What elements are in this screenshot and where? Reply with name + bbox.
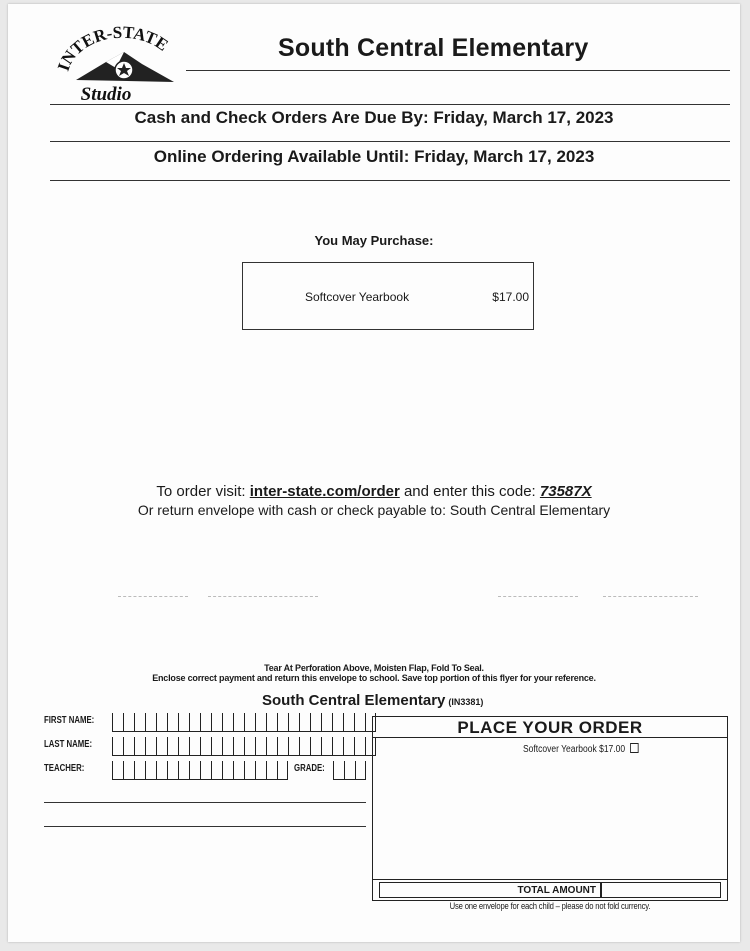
- divider: [50, 104, 730, 105]
- envelope-footer-note: Use one envelope for each child – please do not fold currency.: [449, 901, 651, 911]
- page-title: South Central Elementary: [278, 34, 589, 62]
- school-code: (IN3381): [448, 697, 484, 707]
- perforation-line: [118, 596, 188, 597]
- grade-label: GRADE:: [294, 763, 325, 774]
- purchase-label: You May Purchase:: [314, 233, 434, 248]
- teacher-field[interactable]: [112, 761, 288, 780]
- order-code: 73587X: [539, 483, 592, 500]
- grade-field[interactable]: [333, 761, 366, 780]
- tear-instructions: [8, 663, 740, 683]
- teacher-label: TEACHER:: [44, 763, 85, 774]
- total-amount-field[interactable]: [601, 882, 721, 898]
- code-prefix: and enter this code:: [403, 483, 536, 500]
- perforation-line: [603, 596, 698, 597]
- perforation-line: [208, 596, 318, 597]
- first-name-label: FIRST NAME:: [44, 715, 95, 726]
- cash-check-deadline: Cash and Check Orders Are Due By: Friday, March 17, 2023: [134, 108, 614, 127]
- blank-line: [44, 826, 366, 827]
- return-instructions: Or return envelope with cash or check payable to: South Central Elementary: [137, 502, 611, 518]
- divider: [50, 180, 730, 181]
- logo-studio-text: Studio: [80, 84, 132, 104]
- purchase-item: Softcover Yearbook: [305, 290, 410, 304]
- order-instructions: [8, 483, 740, 500]
- place-order-box: [372, 716, 728, 901]
- order-item-label: Softcover Yearbook: [523, 744, 597, 755]
- order-url-link[interactable]: inter-state.com/order: [249, 483, 400, 500]
- last-name-field[interactable]: [112, 737, 376, 756]
- tear-line-1: Tear At Perforation Above, Moisten Flap, Fold To Seal.: [264, 663, 484, 673]
- blank-line: [44, 802, 366, 803]
- logo-arc-text: INTER-STATE: [53, 22, 172, 74]
- first-name-field[interactable]: [112, 713, 376, 732]
- divider: [186, 70, 730, 71]
- order-title: PLACE YOUR ORDER: [373, 717, 727, 738]
- total-amount-label: TOTAL AMOUNT: [379, 882, 601, 898]
- divider: [50, 141, 730, 142]
- total-row: [373, 879, 727, 900]
- order-item-price: $17.00: [599, 744, 626, 755]
- visit-prefix: To order visit:: [156, 483, 246, 500]
- purchase-box: [242, 262, 534, 330]
- order-item-checkbox[interactable]: [630, 743, 639, 753]
- purchase-price: $17.00: [492, 290, 529, 304]
- last-name-label: LAST NAME:: [44, 739, 93, 750]
- order-item-row: [523, 743, 639, 755]
- online-deadline: Online Ordering Available Until: Friday, March 17, 2023: [153, 147, 595, 166]
- inter-state-studio-logo: [46, 22, 196, 104]
- tear-line-2: Enclose correct payment and return this envelope to school. Save top portion of this flyer for your reference.: [152, 673, 596, 683]
- perforation-line: [498, 596, 578, 597]
- envelope-school-name: [262, 692, 483, 709]
- envelope-school: South Central Elementary: [262, 692, 446, 709]
- flyer-page: [8, 4, 740, 942]
